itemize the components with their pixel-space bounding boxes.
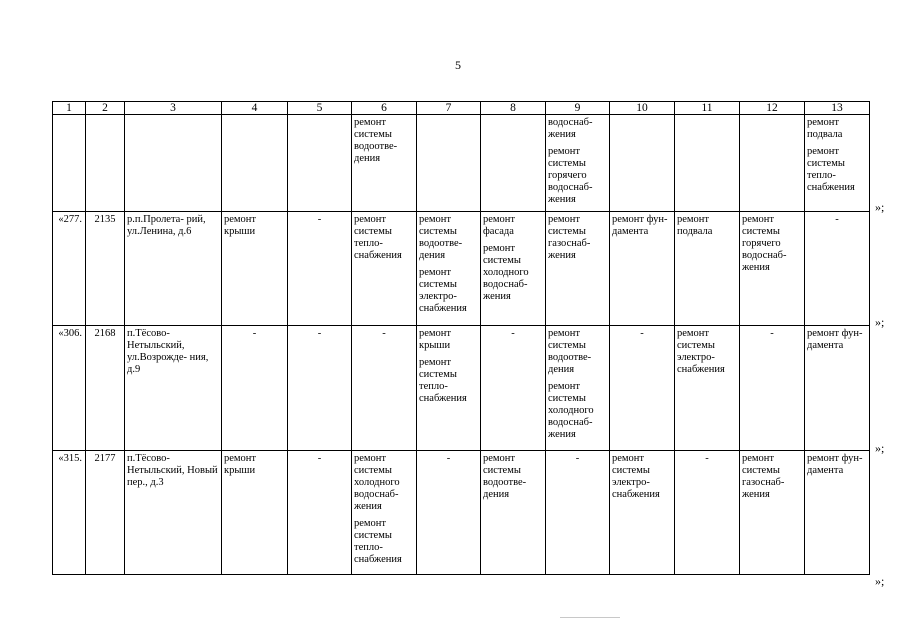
table-cell — [86, 326, 125, 451]
dash-placeholder: - — [317, 214, 322, 225]
table-row — [53, 451, 870, 575]
work-item: ремонт системы горячего водоснаб- жения — [548, 146, 593, 205]
work-item: ремонт фун- дамента — [612, 214, 668, 237]
work-item: ремонт системы тепло- снабжения — [354, 214, 402, 261]
column-number-row — [53, 102, 870, 115]
col-header: 5 — [288, 102, 352, 115]
table-cell — [86, 115, 125, 212]
row-closing-mark: »; — [875, 574, 885, 588]
col-header: 4 — [222, 102, 288, 115]
work-item: ремонт системы холодного водоснаб- жения — [354, 453, 400, 512]
col-header: 10 — [610, 102, 675, 115]
table-cell — [675, 451, 740, 575]
col-header: 3 — [125, 102, 222, 115]
col-header: 12 — [740, 102, 805, 115]
table-cell — [288, 326, 352, 451]
table-cell — [740, 451, 805, 575]
table-cell — [610, 115, 675, 212]
table-cell — [352, 115, 417, 212]
work-item: ремонт крыши — [419, 328, 452, 351]
table-cell — [481, 326, 546, 451]
dash-placeholder: - — [317, 453, 322, 464]
work-item: ремонт системы водоотве- дения — [548, 328, 592, 375]
row-closing-mark: »; — [875, 200, 885, 214]
scan-artifact — [560, 617, 620, 618]
table-row — [53, 115, 870, 212]
table-cell — [805, 326, 870, 451]
dash-placeholder: - — [770, 328, 774, 339]
table-cell — [417, 326, 481, 451]
table-cell — [546, 451, 610, 575]
work-item: ремонт системы горячего водоснаб- жения — [742, 214, 787, 273]
row-closing-mark: »; — [875, 315, 885, 329]
table-cell — [610, 451, 675, 575]
dash-placeholder: - — [446, 453, 451, 464]
col-header: 2 — [86, 102, 125, 115]
table-cell — [222, 115, 288, 212]
dash-placeholder: - — [382, 328, 386, 339]
table-cell — [288, 451, 352, 575]
work-item: ремонт крыши — [224, 453, 257, 476]
table-cell — [352, 212, 417, 326]
registry-number: 2177 — [94, 453, 116, 464]
work-item: ремонт подвала — [677, 214, 713, 237]
table-cell — [53, 451, 86, 575]
table-cell — [125, 212, 222, 326]
work-item: ремонт системы газоснаб- жения — [548, 214, 591, 261]
works-table — [52, 101, 870, 575]
table-cell — [805, 451, 870, 575]
row-number: «306. — [58, 328, 82, 339]
work-item: ремонт системы водоотве- дения — [354, 117, 398, 164]
table-cell — [481, 451, 546, 575]
work-item: ремонт подвала — [807, 117, 843, 140]
row-number: «315. — [58, 453, 82, 464]
table-cell — [86, 212, 125, 326]
row-number: «277. — [58, 214, 82, 225]
table-cell — [675, 326, 740, 451]
table-cell — [610, 326, 675, 451]
table-cell — [675, 115, 740, 212]
table-cell — [125, 115, 222, 212]
row-closing-mark: »; — [875, 441, 885, 455]
col-header: 11 — [675, 102, 740, 115]
col-header: 9 — [546, 102, 610, 115]
dash-placeholder: - — [575, 453, 580, 464]
table-cell — [352, 326, 417, 451]
table-cell — [740, 326, 805, 451]
work-item: ремонт системы тепло- снабжения — [419, 357, 467, 404]
table-cell — [805, 115, 870, 212]
table-cell — [546, 115, 610, 212]
dash-placeholder: - — [511, 328, 515, 339]
table-cell — [740, 115, 805, 212]
table-cell — [125, 451, 222, 575]
work-item: ремонт системы холодного водоснаб- жения — [548, 381, 594, 440]
work-item: ремонт фун- дамента — [807, 453, 863, 476]
col-header: 8 — [481, 102, 546, 115]
table-cell — [546, 212, 610, 326]
table-cell — [288, 115, 352, 212]
table-cell — [805, 212, 870, 326]
table-cell — [288, 212, 352, 326]
col-header: 1 — [53, 102, 86, 115]
dash-placeholder: - — [640, 328, 644, 339]
dash-placeholder: - — [252, 328, 257, 339]
table-cell — [125, 326, 222, 451]
table-cell — [86, 451, 125, 575]
work-item: водоснаб- жения — [548, 117, 593, 140]
table-cell — [417, 212, 481, 326]
dash-placeholder: - — [835, 214, 839, 225]
work-item: ремонт системы газоснаб- жения — [742, 453, 785, 500]
registry-number: 2135 — [94, 214, 116, 225]
work-item: ремонт фун- дамента — [807, 328, 863, 351]
table-cell — [417, 115, 481, 212]
address: п.Тёсово- Нетыльский, Новый пер., д.3 — [127, 453, 218, 488]
work-item: ремонт системы водоотве- дения — [483, 453, 527, 500]
table-cell — [352, 451, 417, 575]
table-cell — [417, 451, 481, 575]
table-cell — [481, 212, 546, 326]
table-cell — [53, 212, 86, 326]
table-cell — [740, 212, 805, 326]
address: п.Тёсово- Нетыльский, ул.Возрожде- ния, д.9 — [127, 328, 209, 375]
work-item: ремонт системы электро- снабжения — [419, 267, 467, 314]
work-item: ремонт системы электро- снабжения — [612, 453, 660, 500]
table-row — [53, 326, 870, 451]
table-cell — [222, 212, 288, 326]
table-cell — [222, 326, 288, 451]
page-number: 5 — [455, 58, 461, 72]
table-cell — [222, 451, 288, 575]
table-cell — [610, 212, 675, 326]
col-header: 13 — [805, 102, 870, 115]
work-item: ремонт системы тепло- снабжения — [354, 518, 402, 565]
address: р.п.Пролета- рий, ул.Ленина, д.6 — [127, 214, 206, 237]
work-item: ремонт крыши — [224, 214, 257, 237]
dash-placeholder: - — [705, 453, 709, 464]
dash-placeholder: - — [317, 328, 322, 339]
table-cell — [53, 326, 86, 451]
registry-number: 2168 — [94, 328, 116, 339]
work-item: ремонт системы тепло- снабжения — [807, 146, 855, 193]
work-item: ремонт системы водоотве- дения — [419, 214, 463, 261]
col-header: 7 — [417, 102, 481, 115]
table-row — [53, 212, 870, 326]
table-cell — [546, 326, 610, 451]
work-item: ремонт фасада — [483, 214, 516, 237]
table-cell — [675, 212, 740, 326]
work-item: ремонт системы электро- снабжения — [677, 328, 725, 375]
col-header: 6 — [352, 102, 417, 115]
work-item: ремонт системы холодного водоснаб- жения — [483, 243, 529, 302]
table-cell — [53, 115, 86, 212]
table-cell — [481, 115, 546, 212]
